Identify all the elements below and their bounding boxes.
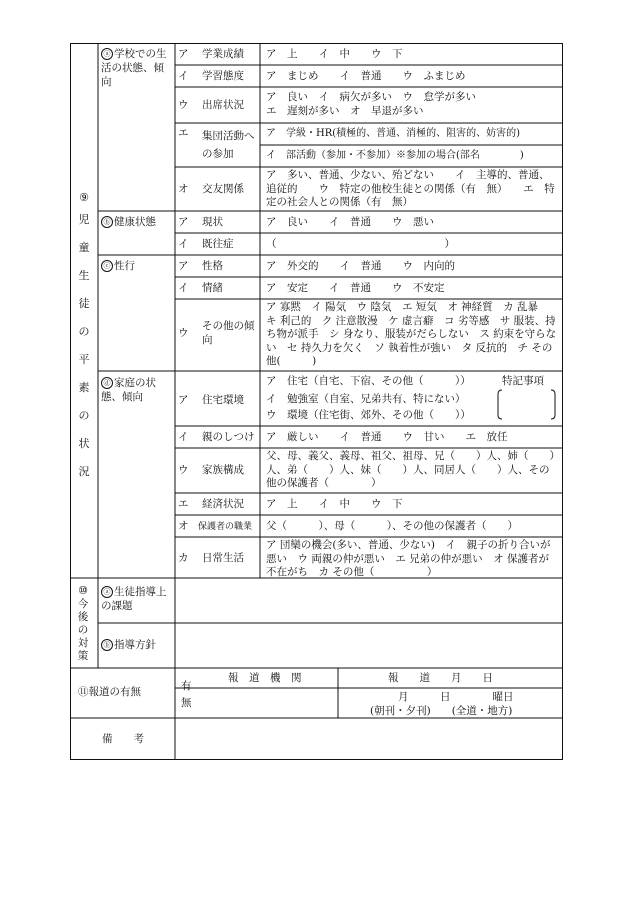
- group-b-health: ⓑ 健康状態: [101, 216, 173, 230]
- section-10-number: ⑩: [78, 584, 88, 597]
- section-9-number: ⑨: [79, 191, 89, 204]
- date-header: 報 道 月 日: [388, 672, 493, 684]
- row-academic-label: 学業成績: [202, 48, 244, 60]
- media-header: 報 道 機 関: [228, 672, 302, 684]
- row-medical-history-key: イ: [178, 238, 189, 250]
- vertical-title-char: 況: [78, 465, 90, 478]
- row-health-status-content: ア 良い イ 普通 ウ 悪い: [266, 216, 434, 228]
- vertical-title-char: 素: [78, 381, 90, 394]
- row-academic-key: ア: [178, 48, 189, 60]
- row-medical-history-content: （ ）: [266, 238, 455, 250]
- row-attitude-content: ア まじめ イ 普通 ウ ふまじめ: [266, 70, 466, 82]
- row-guardian-job-label: 保護者の職業: [198, 522, 253, 532]
- row-guardian-job-key: オ: [178, 520, 189, 532]
- row-housing-label: 住宅環境: [202, 394, 244, 406]
- row-health-status-key: ア: [178, 216, 189, 228]
- group-d-family: ⓓ 家庭の状態、傾向: [101, 377, 156, 403]
- row-attendance-content: ア 良い イ 病欠が多い ウ 怠学が多い エ 遅刻が多い オ 早退が多い: [266, 91, 476, 117]
- section-10-issues-label: ⓐ 生徒指導上の課題: [101, 586, 167, 612]
- row-emotion-label: 情緒: [202, 282, 223, 294]
- row-group-activity-content-1: ア 学級・HR(積極的、普通、消極的、阻害的、妨害的): [266, 128, 521, 139]
- row-discipline-key: イ: [178, 431, 189, 443]
- row-emotion-key: イ: [178, 282, 189, 294]
- section-9-title: [77, 211, 91, 491]
- vertical-title-char: 今: [77, 598, 89, 610]
- section-10-policy-label: ⓑ 指導方針: [101, 639, 156, 653]
- row-attendance-label: 出席状況: [202, 99, 244, 111]
- vertical-title-char: 徒: [78, 297, 90, 310]
- row-group-activity-label: 集団活動への参加: [202, 130, 255, 160]
- row-economy-label: 経済状況: [202, 498, 244, 510]
- row-daily-life-label: 日常生活: [202, 552, 244, 564]
- row-attendance-key: ウ: [178, 99, 189, 111]
- vertical-title-char: 後: [77, 611, 89, 623]
- row-other-tendency-label: その他の傾向: [202, 320, 255, 346]
- row-daily-life-key: カ: [178, 552, 189, 564]
- row-family-label: 家族構成: [202, 464, 244, 476]
- vertical-title-char: 平: [78, 353, 90, 366]
- row-friendship-key: オ: [178, 183, 189, 195]
- remarks-label: 備 考: [102, 733, 144, 745]
- report-yes: 有: [181, 680, 192, 692]
- row-attitude-label: 学習態度: [202, 70, 244, 82]
- row-character-content: ア 外交的 イ 普通 ウ 内向的: [266, 260, 455, 272]
- row-health-status-label: 現状: [202, 216, 223, 228]
- row-friendship-content: ア 多い、普通、少ない、殆どない イ 主導的、普通、追従的 ウ 特定の他校生徒との関係（有 無） エ 特定の社会人との関係（有 無）: [266, 169, 555, 208]
- row-discipline-label: 親のしつけ: [202, 431, 255, 443]
- vertical-title-char: の: [78, 409, 90, 422]
- row-housing-key: ア: [178, 394, 189, 406]
- vertical-title-char: 状: [78, 437, 90, 450]
- vertical-title-char: 対: [77, 637, 89, 649]
- row-family-content: 父、母、義父、義母、祖父、祖母、兄（ ）人、姉（ ）人、弟（ ）人、妹（ ）人、同居人（ ）人、その他の保護者（ ）: [266, 450, 555, 489]
- row-housing-note: 特記事項: [502, 375, 544, 387]
- row-daily-life-content: ア 団欒の機会(多い、普通、少ない) イ 親子の折り合いが悪い ウ 両親の仲が悪い エ 兄弟の仲が悪い オ 保護者が不在がち カ その他（ ）: [266, 539, 551, 578]
- paper-line: (朝刊・夕刊) (全道・地方): [370, 705, 513, 717]
- row-housing-line-3: ウ 環境（住宅街、郊外、その他（ ））: [266, 409, 471, 421]
- group-c-personality: ⓒ 性行: [101, 260, 173, 274]
- row-other-tendency-key: ウ: [178, 327, 189, 339]
- row-housing-line-2: イ 勉強室（自室、兄弟共有、特にない）: [266, 393, 466, 405]
- row-guardian-job-content: 父（ ）、母（ ）、その他の保護者（ ）: [266, 520, 518, 532]
- vertical-title-char: の: [78, 325, 90, 338]
- row-other-tendency-content: ア 寡黙 イ 陽気 ウ 陰気 エ 短気 オ 神経質 カ 乱暴 キ 利己的 ク 注意散漫 ケ 虚言癖 コ 劣等感 サ 服装、持ち物が派手 シ 身なり、服装がだらしない ス 約束を守らない セ 持久力を欠く ソ 執着性が強い タ 反抗的 チ その他( ): [266, 301, 557, 367]
- vertical-title-char: 児: [78, 213, 90, 226]
- row-economy-key: エ: [178, 498, 189, 510]
- row-group-activity-content-2: イ 部活動（参加・不参加）※参加の場合(部名 ): [266, 150, 524, 161]
- row-friendship-label: 交友関係: [202, 183, 244, 195]
- row-character-key: ア: [178, 260, 189, 272]
- section-11-label: ⑪報道の有無: [78, 686, 141, 698]
- row-housing-line-1: ア 住宅（自宅、下宿、その他（ ））: [266, 375, 471, 387]
- vertical-title-char: 童: [78, 241, 90, 254]
- row-academic-content: ア 上 イ 中 ウ 下: [266, 48, 403, 60]
- row-attitude-key: イ: [178, 70, 189, 82]
- vertical-title-char: 策: [77, 650, 89, 662]
- row-group-activity-key: エ: [178, 127, 189, 139]
- vertical-title-char: 生: [78, 269, 90, 282]
- guidance-form: [70, 43, 563, 760]
- date-line: 月 日 曜日: [398, 691, 514, 703]
- row-family-key: ウ: [178, 464, 189, 476]
- section-10-title: [76, 598, 90, 663]
- row-emotion-content: ア 安定 イ 普通 ウ 不安定: [266, 282, 445, 294]
- vertical-title-char: の: [77, 624, 89, 636]
- row-economy-content: ア 上 イ 中 ウ 下: [266, 498, 403, 510]
- row-medical-history-label: 既往症: [202, 238, 234, 250]
- row-discipline-content: ア 厳しい イ 普通 ウ 甘い エ 放任: [266, 431, 508, 443]
- row-character-label: 性格: [202, 260, 223, 272]
- group-a-school-life: ⓐ 学校での生活の状態、傾向: [101, 48, 167, 88]
- report-no: 無: [181, 697, 192, 709]
